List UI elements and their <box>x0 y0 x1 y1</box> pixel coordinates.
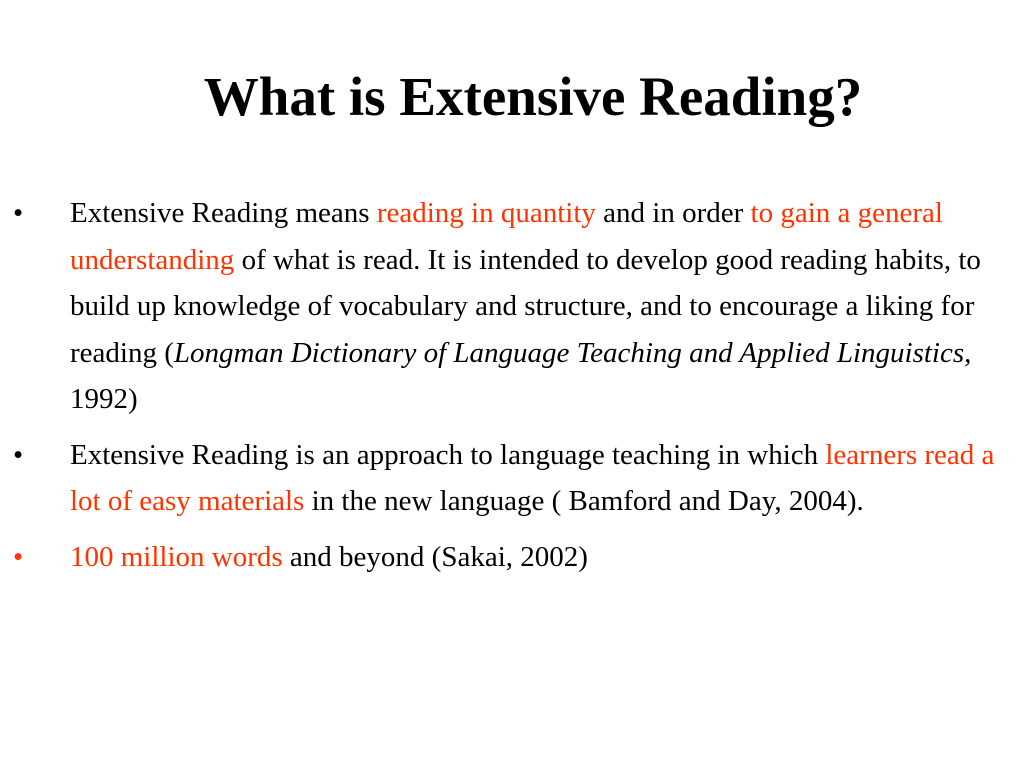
citation-title: Longman Dictionary of Language Teaching and Applied Linguistics, <box>173 336 972 369</box>
bullet-item-word-count <box>0 534 1024 581</box>
highlighted-text: 100 million words <box>70 540 283 573</box>
bullet-list <box>0 190 1024 580</box>
bullet-marker: • <box>13 197 24 229</box>
bullet-text: Extensive Reading means <box>70 197 377 229</box>
bullet-marker: • <box>13 540 24 573</box>
highlighted-text: reading in quantity <box>376 197 596 229</box>
slide-title: What is Extensive Reading? <box>203 66 863 127</box>
highlighted-text: to gain a general understanding <box>70 197 943 276</box>
bullet-text: and in order <box>595 197 751 229</box>
bullet-text: in the new language ( Bamford and Day, 2004). <box>304 485 864 517</box>
highlighted-text: learners read a lot of easy materials <box>70 438 995 517</box>
bullet-text: and beyond (Sakai, 2002) <box>282 540 588 573</box>
bullet-marker: • <box>13 438 24 471</box>
bullet-item-definition <box>0 190 1024 423</box>
bullet-text: of what is read. It is intended to develop good reading habits, to build up knowledge of vocabulary and structure, and to encourage a liking for reading ( <box>70 243 981 369</box>
bullet-text: Extensive Reading is an approach to language teaching in which <box>70 438 826 471</box>
bullet-item-approach <box>0 432 1024 525</box>
bullet-text: 1992) <box>70 383 138 415</box>
